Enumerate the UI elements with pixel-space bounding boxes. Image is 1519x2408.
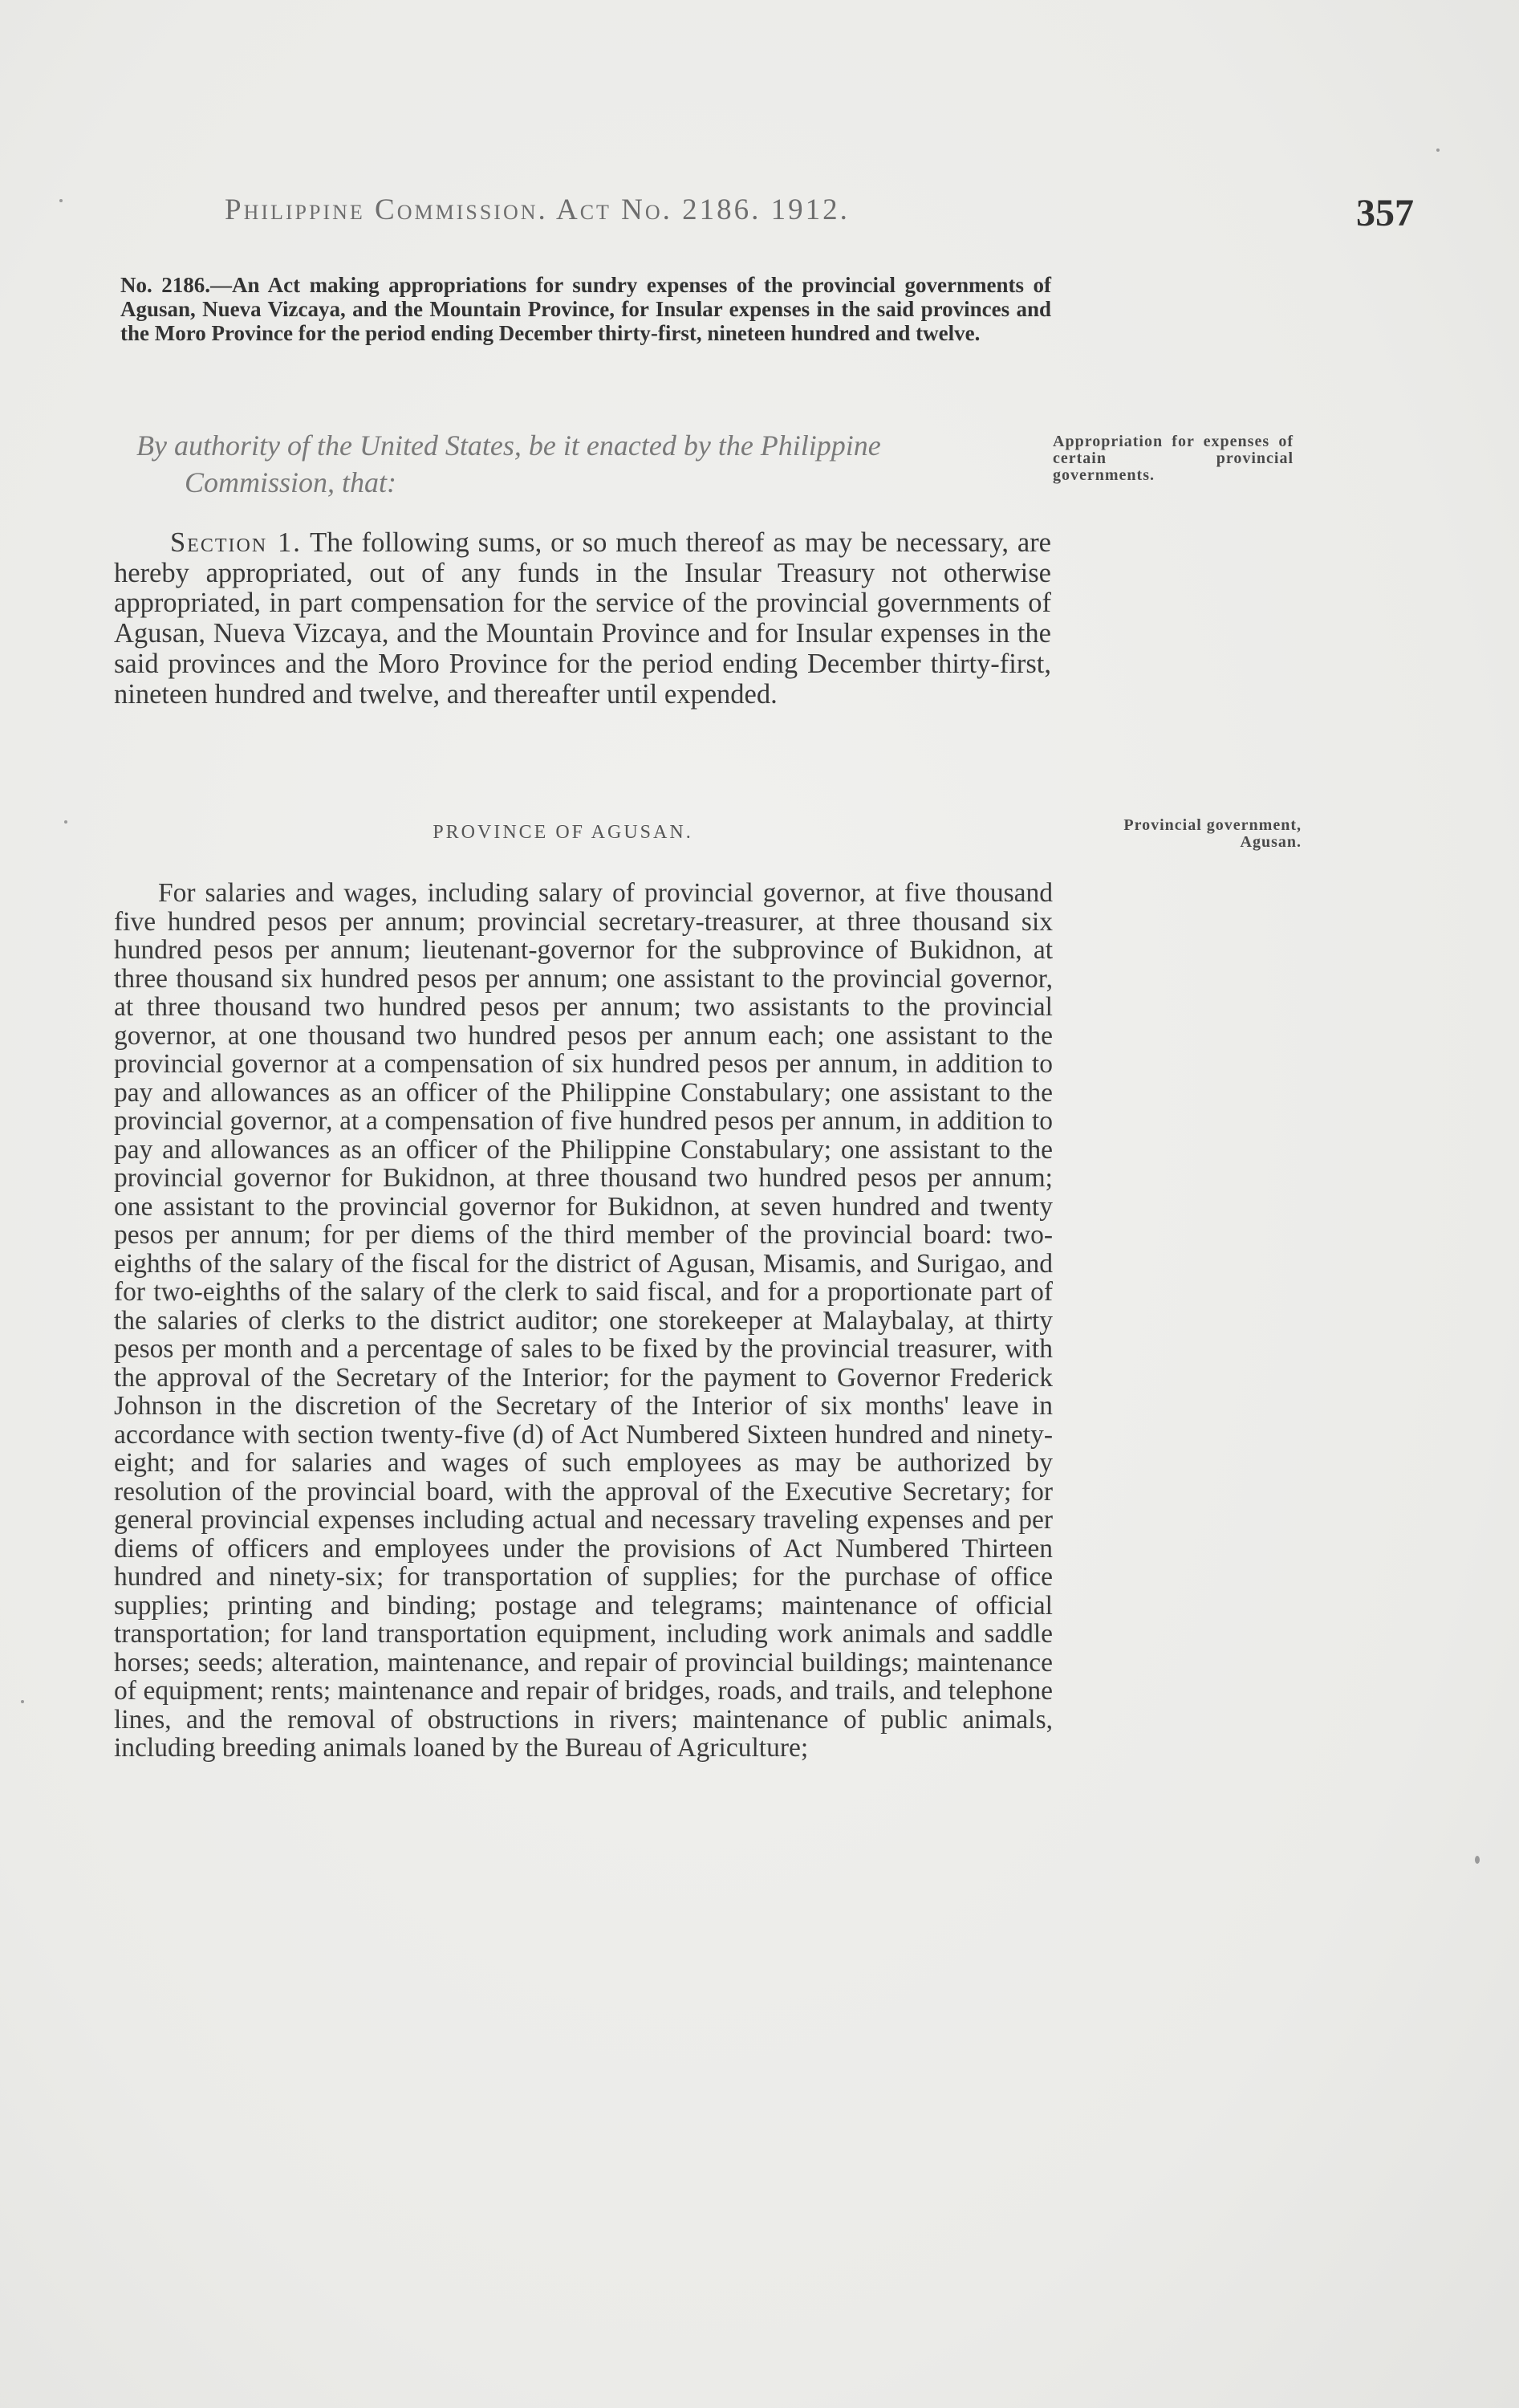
running-head: Philippine Commission. Act No. 2186. 1912. <box>225 193 850 226</box>
paper-speck <box>59 199 63 202</box>
enacting-clause <box>136 427 1051 501</box>
paper-speck <box>21 1700 24 1703</box>
section-1-text: The following sums, or so much thereof as may be necessary, are hereby appropriated, out of any funds in the Insular Treasury not otherwise appropriated, in part compensation for the service of the provincial governments of Agusan, Nueva Vizcaya, and the Mountain Province and for Insular expenses in the said provinces and the Moro Province for the period ending December thirty-first, nineteen hundred and twelve, and thereafter until expended. <box>114 527 1051 710</box>
page-number: 357 <box>1356 192 1414 234</box>
section-1-paragraph <box>114 528 1051 710</box>
paper-speck <box>64 820 67 824</box>
paper-speck <box>1475 1856 1480 1864</box>
enacting-clause-line-1: By authority of the United States, be it enacted by the Philippine <box>136 429 881 462</box>
section-1-label: Section 1. <box>170 527 302 558</box>
margin-note-province: Provincial government, Agusan. <box>1123 816 1302 851</box>
enacting-clause-line-2: Commission, that: <box>185 466 397 498</box>
body-paragraph: For salaries and wages, including salary of provincial governor, at five thousand five hundred pesos per annum; provincial secretary-treasurer, at three thousand six hundred pesos per annum; lieutenant-governor for the subprovince of Bukidnon, at three thousand six hundred pesos per annum; one assistant to the provincial governor, at three thousand two hundred pesos per annum; two assistants to the provincial governor, at one thousand two hundred pesos per annum each; one assistant to the provincial governor at a compensation of six hundred pesos per annum, in addition to pay and allowances as an officer of the Philippine Constabulary; one assistant to the provincial governor, at a compensation of five hundred pesos per annum, in addition to pay and allowances as an officer of the Philippine Constabulary; one assistant to the provincial governor for Bukidnon, at three thousand two hundred pesos per annum; one assistant to the provincial governor for Bukidnon, at seven hundred and twenty pesos per annum; for per diems of the third member of the provincial board: two-eighths of the salary of the fiscal for the district of Agusan, Misamis, and Surigao, and for two-eighths of the salary of the clerk to said fiscal, and for a proportionate part of the salaries of clerks to the district auditor; one storekeeper at Malaybalay, at thirty pesos per month and a percentage of sales to be fixed by the provincial treasurer, with the approval of the Secretary of the Interior; for the payment to Governor Frederick Johnson in the discretion of the Secretary of the Interior of six months' leave in accordance with section twenty-five (d) of Act Numbered Sixteen hundred and ninety-eight; and for salaries and wages of such employees as may be authorized by resolution of the provincial board, with the approval of the Executive Secretary; for general provincial expenses including actual and necessary traveling expenses and per diems of officers and employees under the provisions of Act Numbered Thirteen hundred and ninety-six; for transportation of supplies; for the purchase of office supplies; printing and binding; postage and telegrams; maintenance of official transportation; for land transportation equipment, including work animals and saddle horses; seeds; alteration, maintenance, and repair of provincial buildings; maintenance of equipment; rents; maintenance and repair of bridges, roads, and trails, and telephone lines, and the removal of obstructions in rivers; maintenance of public animals, including breeding animals loaned by the Bureau of Agriculture; <box>114 878 1053 1763</box>
margin-note-appropriation: Appropriation for expenses of certain provincial governments. <box>1053 433 1294 484</box>
province-heading: PROVINCE OF AGUSAN. <box>433 822 693 843</box>
paper-speck <box>1436 148 1440 152</box>
act-title: No. 2186.—An Act making appropriations for sundry expenses of the provincial governments of Agusan, Nueva Vizcaya, and the Mountain Province, for Insular expenses in the said provinces and the Moro Province for the period ending December thirty-first, nineteen hundred and twelve. <box>120 273 1051 345</box>
